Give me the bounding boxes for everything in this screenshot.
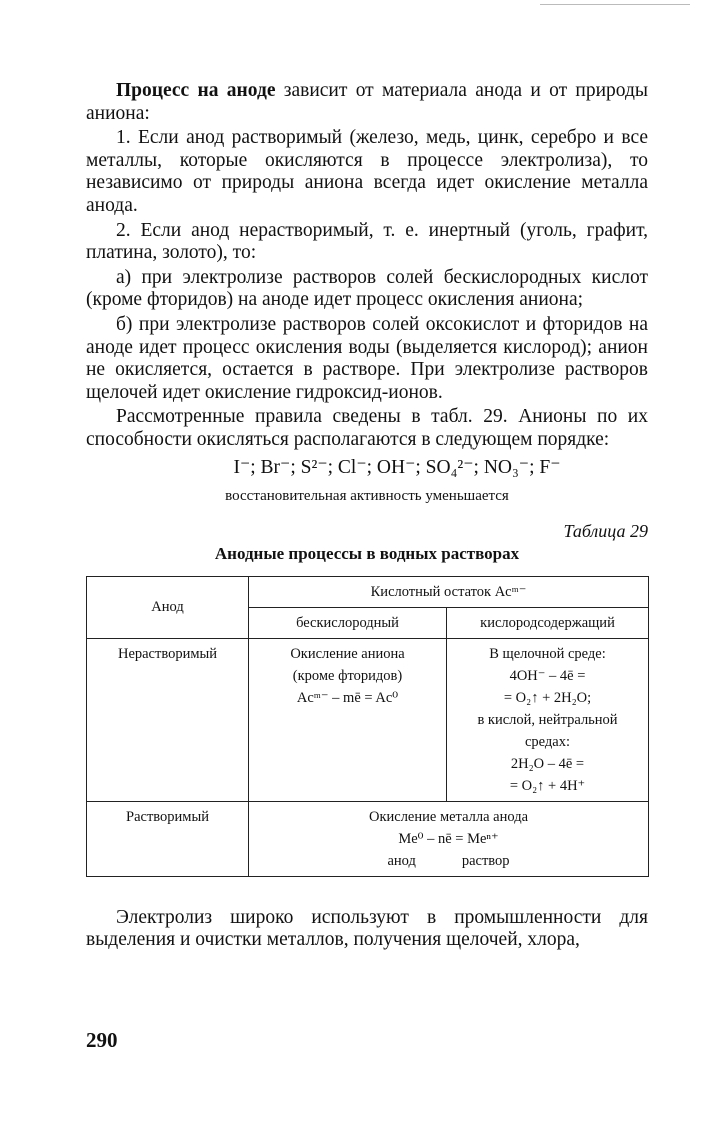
cell-text: (кроме фторидов) [292,667,403,684]
table-row [87,638,649,801]
cell-labels [253,850,644,872]
anion-series: I⁻; Br⁻; S²⁻; Cl⁻; OH⁻; SO₄²⁻; NO₃⁻; F⁻ [233,456,561,478]
cell-text: средах: [524,733,571,750]
header-oxygen-containing: кислородсодержащий [447,607,649,638]
cell-formula: 4OH⁻ – 4ē = [509,667,586,684]
anode-process-text: зависит от материала анода и от природы аниона: [86,80,648,124]
page-number: 290 [86,1028,118,1052]
label-solution: раствор [461,852,510,869]
cell-formula: Acᵐ⁻ – mē = Ac⁰ [296,689,399,706]
paragraph-industrial-use: Электролиз широко используют в промышленности для выделения и очистки металлов, получения щелочей, хлора, [86,906,648,951]
cell-formula: = O₂↑ + 2H₂O; [503,689,592,706]
paragraph-rules-summary: Рассмотренные правила сведены в табл. 29. Анионы по их способности окисляться располагаются в следующем порядке: [86,406,648,450]
cell-text: в кислой, нейтральной [477,711,618,728]
header-acid-residue: Кислотный остаток Acᵐ⁻ [249,576,649,607]
table-label: Таблица 29 [563,520,648,541]
top-rule [540,4,690,5]
cell-water-oxidation [447,638,649,801]
table-header-row [87,576,649,607]
header-anode: Анод [87,576,249,638]
table-row [87,801,649,876]
row-soluble-anode: Растворимый [87,801,249,876]
cell-anion-oxidation [249,638,447,801]
cell-formula: = O₂↑ + 4H⁺ [509,777,586,794]
cell-text: Окисление аниона [290,645,405,662]
paragraph-insoluble-anode: 2. Если анод нерастворимый, т. е. инертный (уголь, графит, платина, золото), то: [86,219,648,264]
header-oxygen-free: бескислородный [249,607,447,638]
cell-text: В щелочной среде: [489,645,606,662]
table-title: Анодные процессы в водных растворах [214,543,520,563]
paragraph-anode-process [86,80,648,125]
series-caption: восстановительная активность уменьшается [225,487,509,504]
paragraph-oxoacids: б) при электролизе растворов солей оксокислот и фторидов на аноде идет процесс окисления воды (выделяется кислород); анион не окисляется, остается в растворе. При электролизе растворов щелочей идет окисление гидроксид-ионов. [86,313,648,403]
row-insoluble-anode: Нерастворимый [87,638,249,801]
cell-formula: Me⁰ – nē = Meⁿ⁺ [398,830,499,847]
anode-process-heading: Процесс на аноде [116,80,276,101]
cell-formula: 2H₂O – 4ē = [510,755,585,772]
anode-process-table [86,576,649,877]
paragraph-oxygen-free-acids: а) при электролизе растворов солей бескислородных кислот (кроме фторидов) на аноде идет процесс окисления аниона; [86,266,648,311]
paragraph-soluble-anode: 1. Если анод растворимый (железо, медь, цинк, серебро и все металлы, которые окисляются в процессе электролиза), то независимо от природы аниона всегда идет окисление металла анода. [86,127,648,216]
cell-text: Окисление металла анода [368,808,529,825]
cell-metal-oxidation [249,801,649,876]
page-content [86,80,648,954]
label-anode: анод [387,852,416,869]
